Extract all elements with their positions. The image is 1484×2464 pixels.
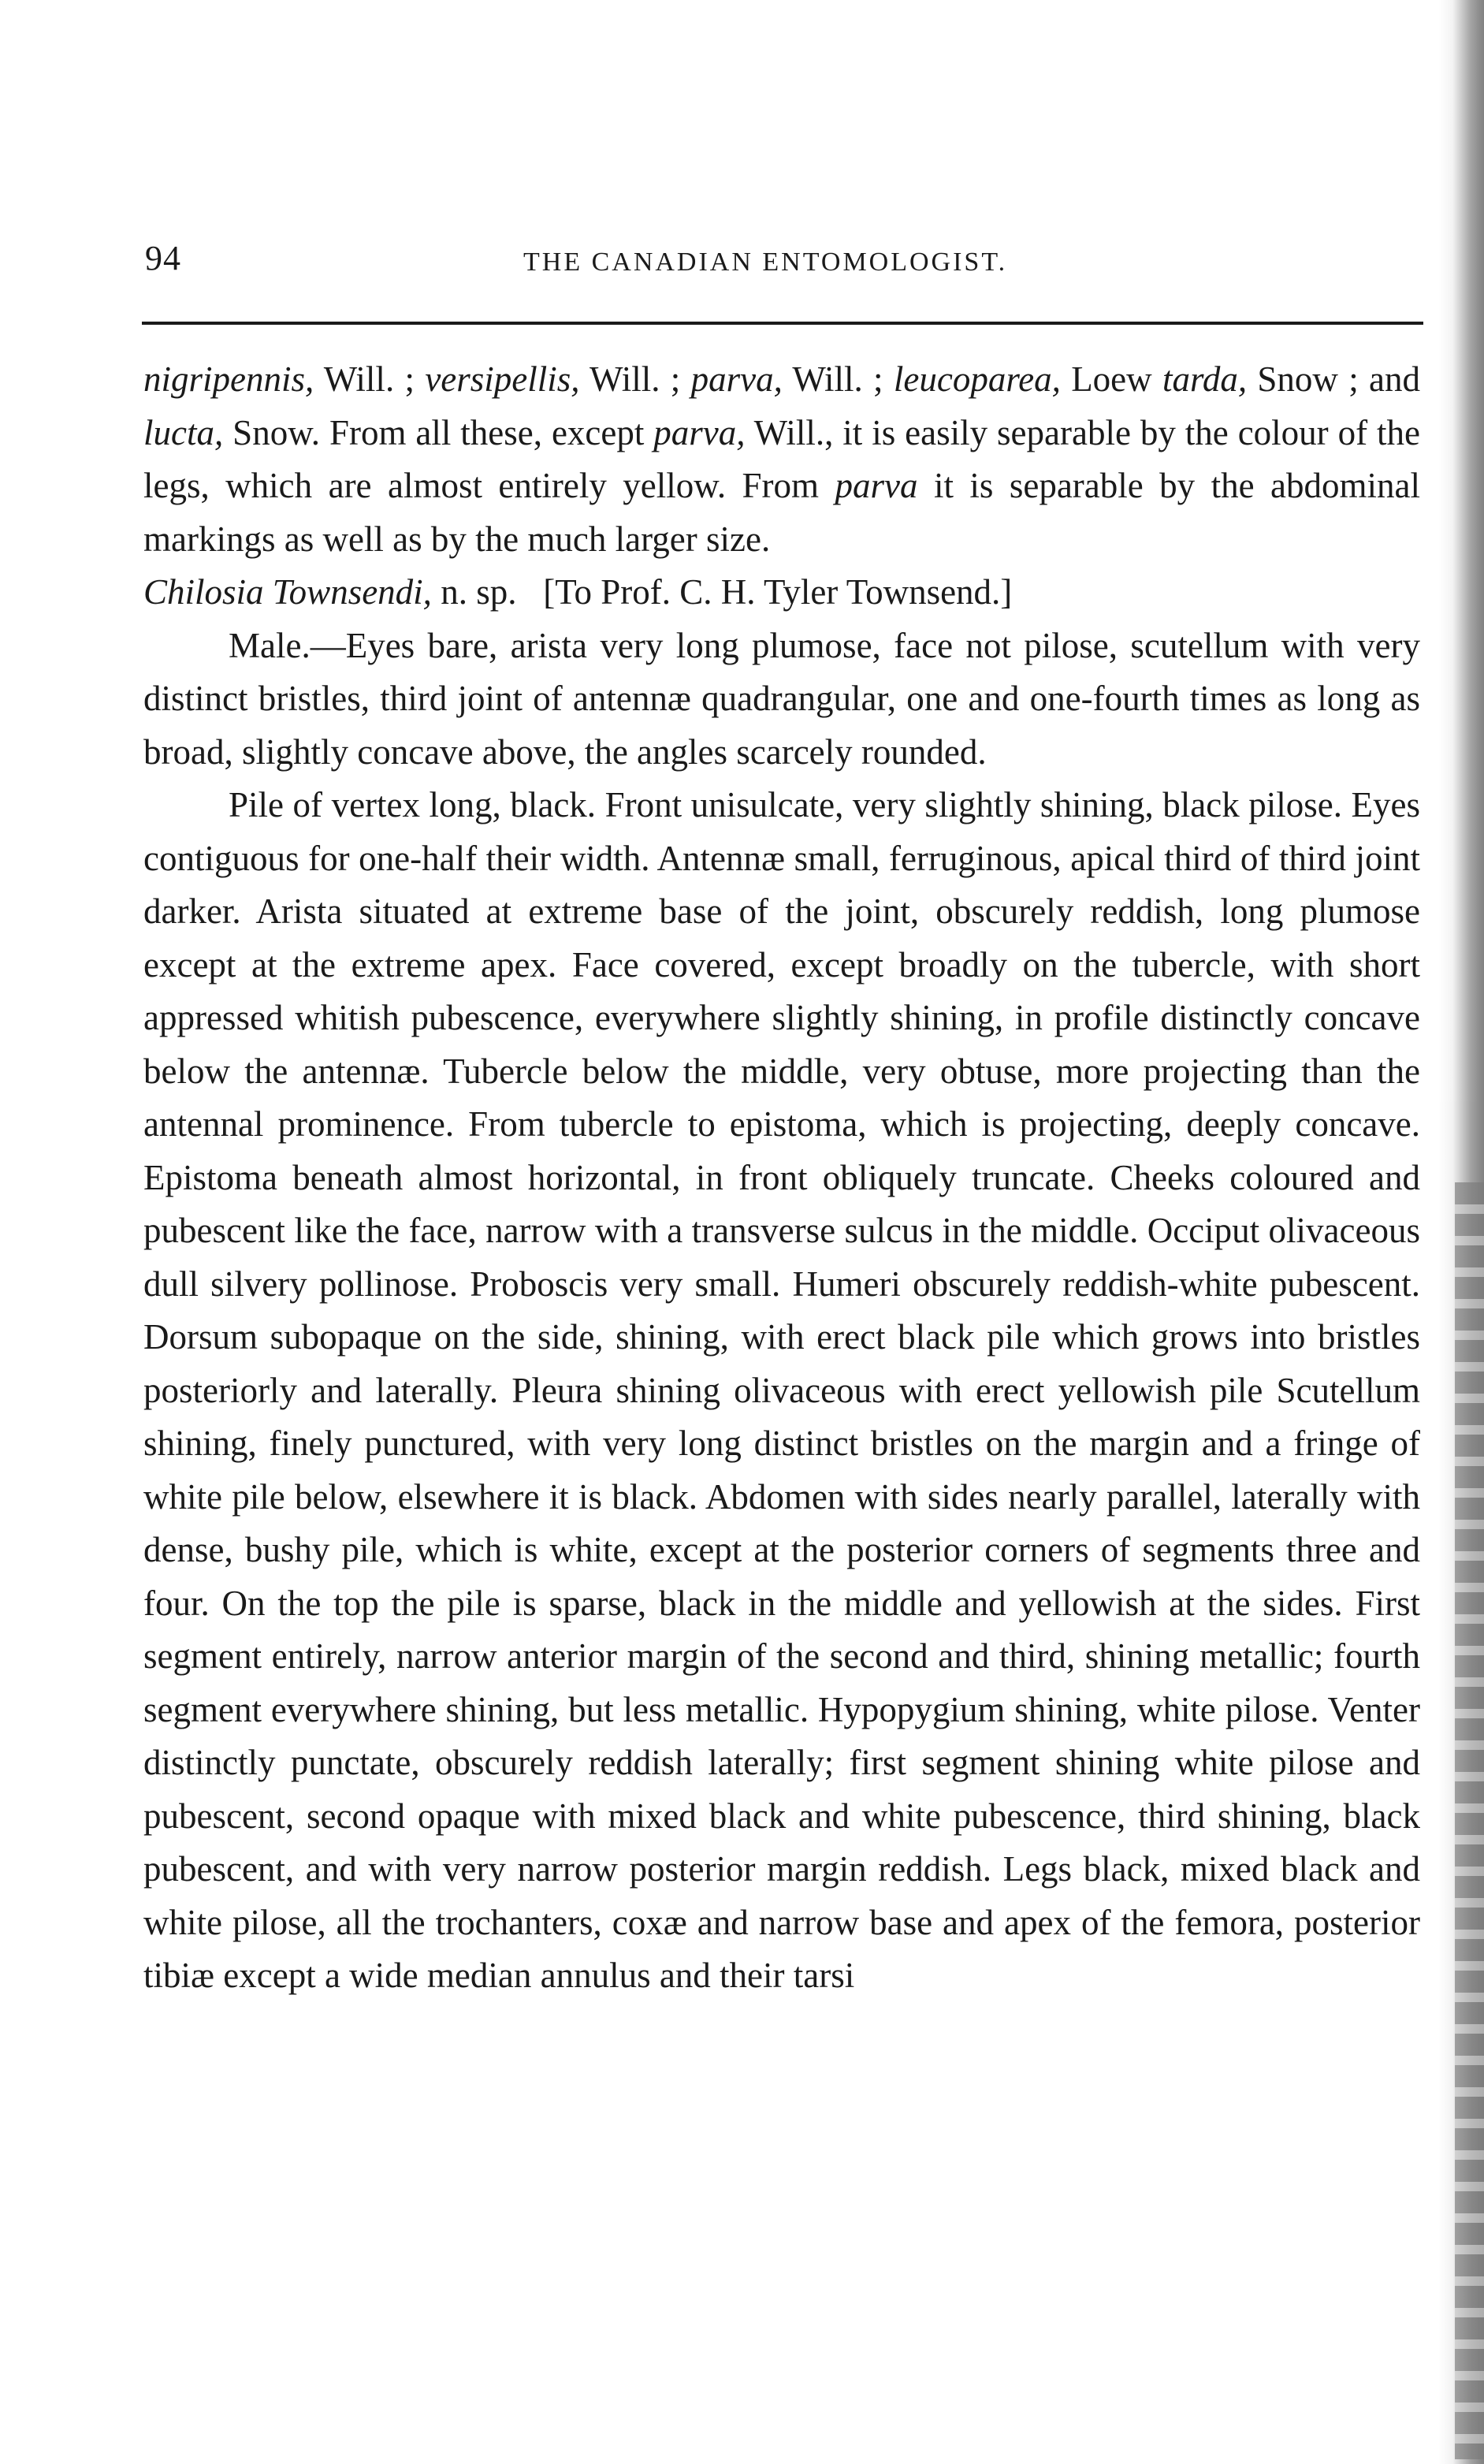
scanned-page-edge	[1439, 0, 1484, 2464]
running-head: THE CANADIAN ENTOMOLOGIST.	[523, 248, 1008, 277]
paragraph-male-description: Pile of vertex long, black. Front unisulcate, very slightly shining, black pilose. Eyes contiguous for one-half their width. Antennæ small, ferruginous, apical third of third joint darker. Arista situated at extreme base of the joint, obscurely reddish, long plumose except at the extreme apex. Face covered, except broadly on the tubercle, with short appressed whitish pubescence, everywhere slightly shining, in profile distinctly concave below the antennæ. Tubercle below the middle, very obtuse, more projecting than the antennal prominence. From tubercle to epistoma, which is projecting, deeply concave. Epistoma beneath almost horizontal, in front obliquely truncate. Cheeks coloured and pubescent like the face, narrow with a transverse sulcus in the middle. Occiput olivaceous dull silvery pollinose. Proboscis very small. Humeri obscurely reddish-white pubescent. Dorsum subopaque on the side, shining, with erect black pile which grows into bristles posteriorly and laterally. Pleura shining olivaceous with erect yellowish pile Scutellum shining, finely punctured, with very long distinct bristles on the margin and a fringe of white pile below, elsewhere it is black. Abdomen with sides nearly parallel, laterally with dense, bushy pile, which is white, except at the posterior corners of segments three and four. On the top the pile is sparse, black in the middle and yellowish at the sides. First segment entirely, narrow anterior margin of the second and third, shining metallic; fourth segment everywhere shining, but less metallic. Hypopygium shining, white pilose. Venter distinctly punctate, obscurely reddish laterally; first segment shining white pilose and pubescent, second opaque with mixed black and white pubescence, third shining, black pubescent, and with very narrow posterior margin reddish. Legs black, mixed black and white pilose, all the trochanters, coxæ and narrow base and apex of the femora, posterior tibiæ except a wide median annulus and their tarsi	[143, 785, 1420, 1995]
species-name: versipellis,	[425, 359, 580, 399]
body-text-run: Will., it is easily separable by the colour of the legs, which are almost entirely yellow. From	[143, 412, 1420, 505]
species-name: lucta,	[143, 412, 224, 452]
species-heading-dedication: [To Prof. C. H. Tyler Townsend.]	[543, 572, 1013, 612]
author-text: Loew	[1060, 359, 1162, 399]
species-heading-name: Chilosia Townsendi,	[143, 572, 432, 612]
page-header	[145, 238, 1422, 285]
body-text	[143, 353, 1420, 2003]
author-text: Will. ;	[782, 359, 894, 399]
species-name: parva,	[690, 359, 783, 399]
species-heading-designation: n. sp.	[431, 572, 517, 612]
species-name: tarda,	[1162, 359, 1248, 399]
header-rule	[142, 322, 1423, 325]
species-name: parva	[835, 466, 918, 505]
author-text: Will. ;	[579, 359, 691, 399]
page-number: 94	[145, 239, 181, 277]
paragraph-species-comparison	[143, 353, 1420, 566]
paragraph-male-diagnosis: Male.—Eyes bare, arista very long plumose, face not pilose, scutellum with very distinct bristles, third joint of antennæ quadrangular, one and one-fourth times as long as broad, slightly concave above, the angles scarcely rounded.	[143, 625, 1420, 772]
author-text: Will. ;	[314, 359, 426, 399]
species-name: parva,	[653, 412, 746, 452]
body-text-run: Snow. From all these, except	[223, 412, 654, 452]
species-heading	[143, 566, 1420, 620]
author-text: Snow ; and	[1247, 359, 1420, 399]
species-name: nigripennis,	[143, 359, 314, 399]
body-text-run: it is separable by the abdominal markings as well as by the much larger size.	[143, 466, 1420, 559]
species-name: leucoparea,	[893, 359, 1061, 399]
